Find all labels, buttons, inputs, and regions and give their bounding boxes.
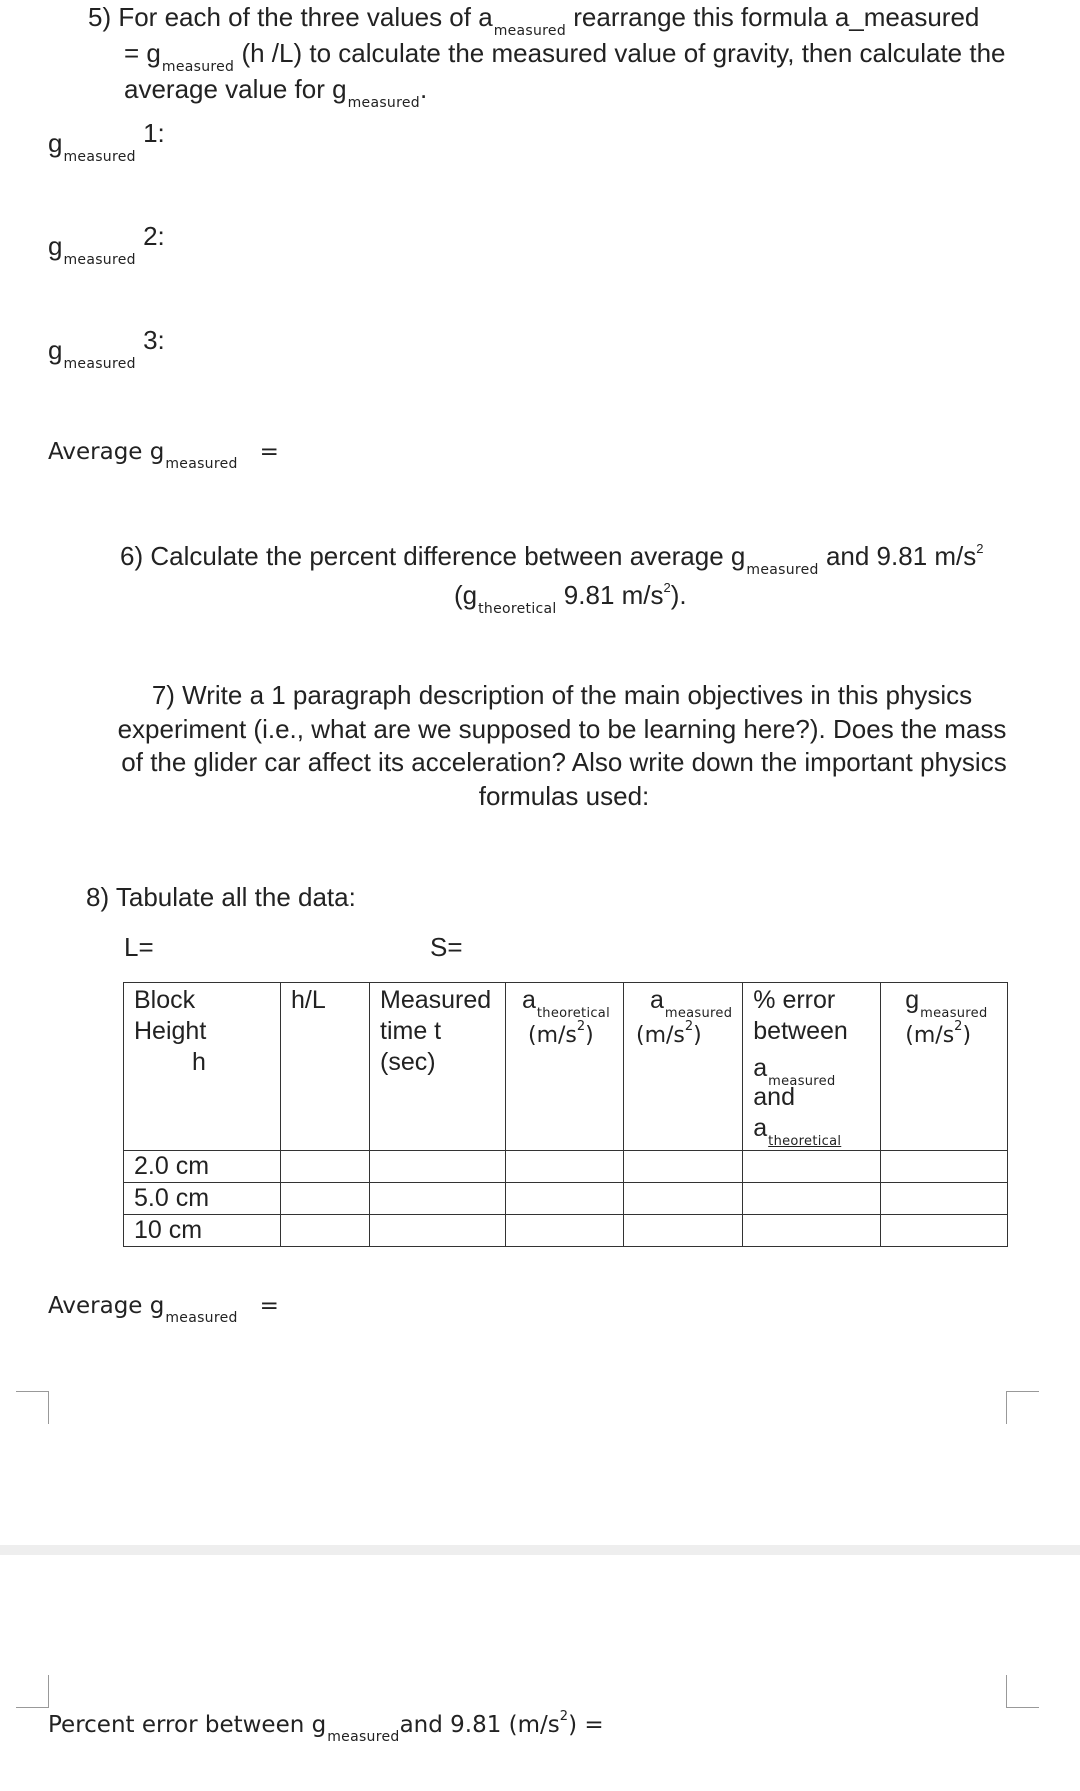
cell: [881, 1183, 1008, 1215]
cell: [743, 1151, 881, 1183]
cell: [281, 1151, 370, 1183]
header-percent-error: % error between $a_{measured}$ and $a_{theoretical}$: [743, 983, 881, 1151]
cell: [506, 1215, 624, 1247]
cell-block-height: 10 cm: [124, 1215, 281, 1247]
page-corner-mark: [16, 1675, 49, 1708]
cell: [370, 1151, 506, 1183]
cell: [281, 1183, 370, 1215]
header-g-measured: $g_{measured}$ $(m/s^2)$: [881, 983, 1008, 1151]
q7-line-1: 7) Write a 1 paragraph description of the main objectives in this physics: [151, 680, 973, 710]
cell: [281, 1215, 370, 1247]
average-g-measured-2: Average $g_{measured}$ =: [48, 1293, 279, 1326]
length-l-label: L=: [124, 932, 154, 962]
distance-s-label: S=: [430, 932, 463, 962]
page-corner-mark: [1006, 1391, 1039, 1424]
header-measured-time: Measured time t (sec): [370, 983, 506, 1151]
header-h-over-l: h/L: [281, 983, 370, 1151]
q7-line-2: experiment (i.e., what are we supposed to be learning here?). Does the mass: [117, 714, 1007, 744]
cell: [506, 1183, 624, 1215]
cell-block-height: 2.0 cm: [124, 1151, 281, 1183]
header-a-theoretical: $a_{theoretical}$ $(m/s^2)$: [506, 983, 624, 1151]
header-a-measured: $a_{measured}$ $(m/s^2)$: [624, 983, 743, 1151]
table-row: [124, 1215, 1008, 1247]
cell: [506, 1151, 624, 1183]
q7-line-4: formulas used:: [478, 781, 650, 811]
q5-line-1: 5) For each of the three values of $a_{measured}$ rearrange this formula a_measured: [88, 2, 980, 39]
q7-line-3: of the glider car affect its acceleration? Also write down the important physics: [121, 747, 1007, 777]
cell: [370, 1183, 506, 1215]
header-block-height: Block Height h: [124, 983, 281, 1151]
table-row: [124, 1151, 1008, 1183]
cell: [743, 1183, 881, 1215]
cell: [881, 1151, 1008, 1183]
percent-error-line: Percent error between $g_{measured}and$ 9.81 $(m/s^2)$ =: [48, 1709, 604, 1745]
q8-title: 8) Tabulate all the data:: [86, 882, 356, 912]
data-table: [123, 982, 1008, 1247]
cell: [881, 1215, 1008, 1247]
cell: [624, 1215, 743, 1247]
g-measured-2: $g_{measured}$ 2:: [48, 221, 165, 268]
g-measured-3: $g_{measured}$ 3:: [48, 325, 165, 372]
q5-line-3: average value for $g_{measured}$.: [124, 74, 428, 111]
q6-line-1: 6) Calculate the percent difference between average $g_{measured}$ and 9.81 $m/s^2$: [120, 541, 984, 578]
page-corner-mark: [1006, 1675, 1039, 1708]
cell-block-height: 5.0 cm: [124, 1183, 281, 1215]
page-corner-mark: [16, 1391, 49, 1424]
g-measured-1: $g_{measured}$ 1:: [48, 118, 165, 165]
q5-line-2: = $g_{measured}$ (h /L) to calculate the measured value of gravity, then calculate the: [124, 38, 1006, 75]
cell: [624, 1151, 743, 1183]
table-header-row: [124, 983, 1008, 1151]
table-row: [124, 1183, 1008, 1215]
cell: [370, 1215, 506, 1247]
page-separator: [0, 1545, 1080, 1555]
cell: [624, 1183, 743, 1215]
q6-line-2: ($g_{theoretical}$ 9.81 $m/s^2$).: [454, 580, 687, 617]
cell: [743, 1215, 881, 1247]
average-g-measured: Average $g_{measured}$ =: [48, 439, 279, 472]
